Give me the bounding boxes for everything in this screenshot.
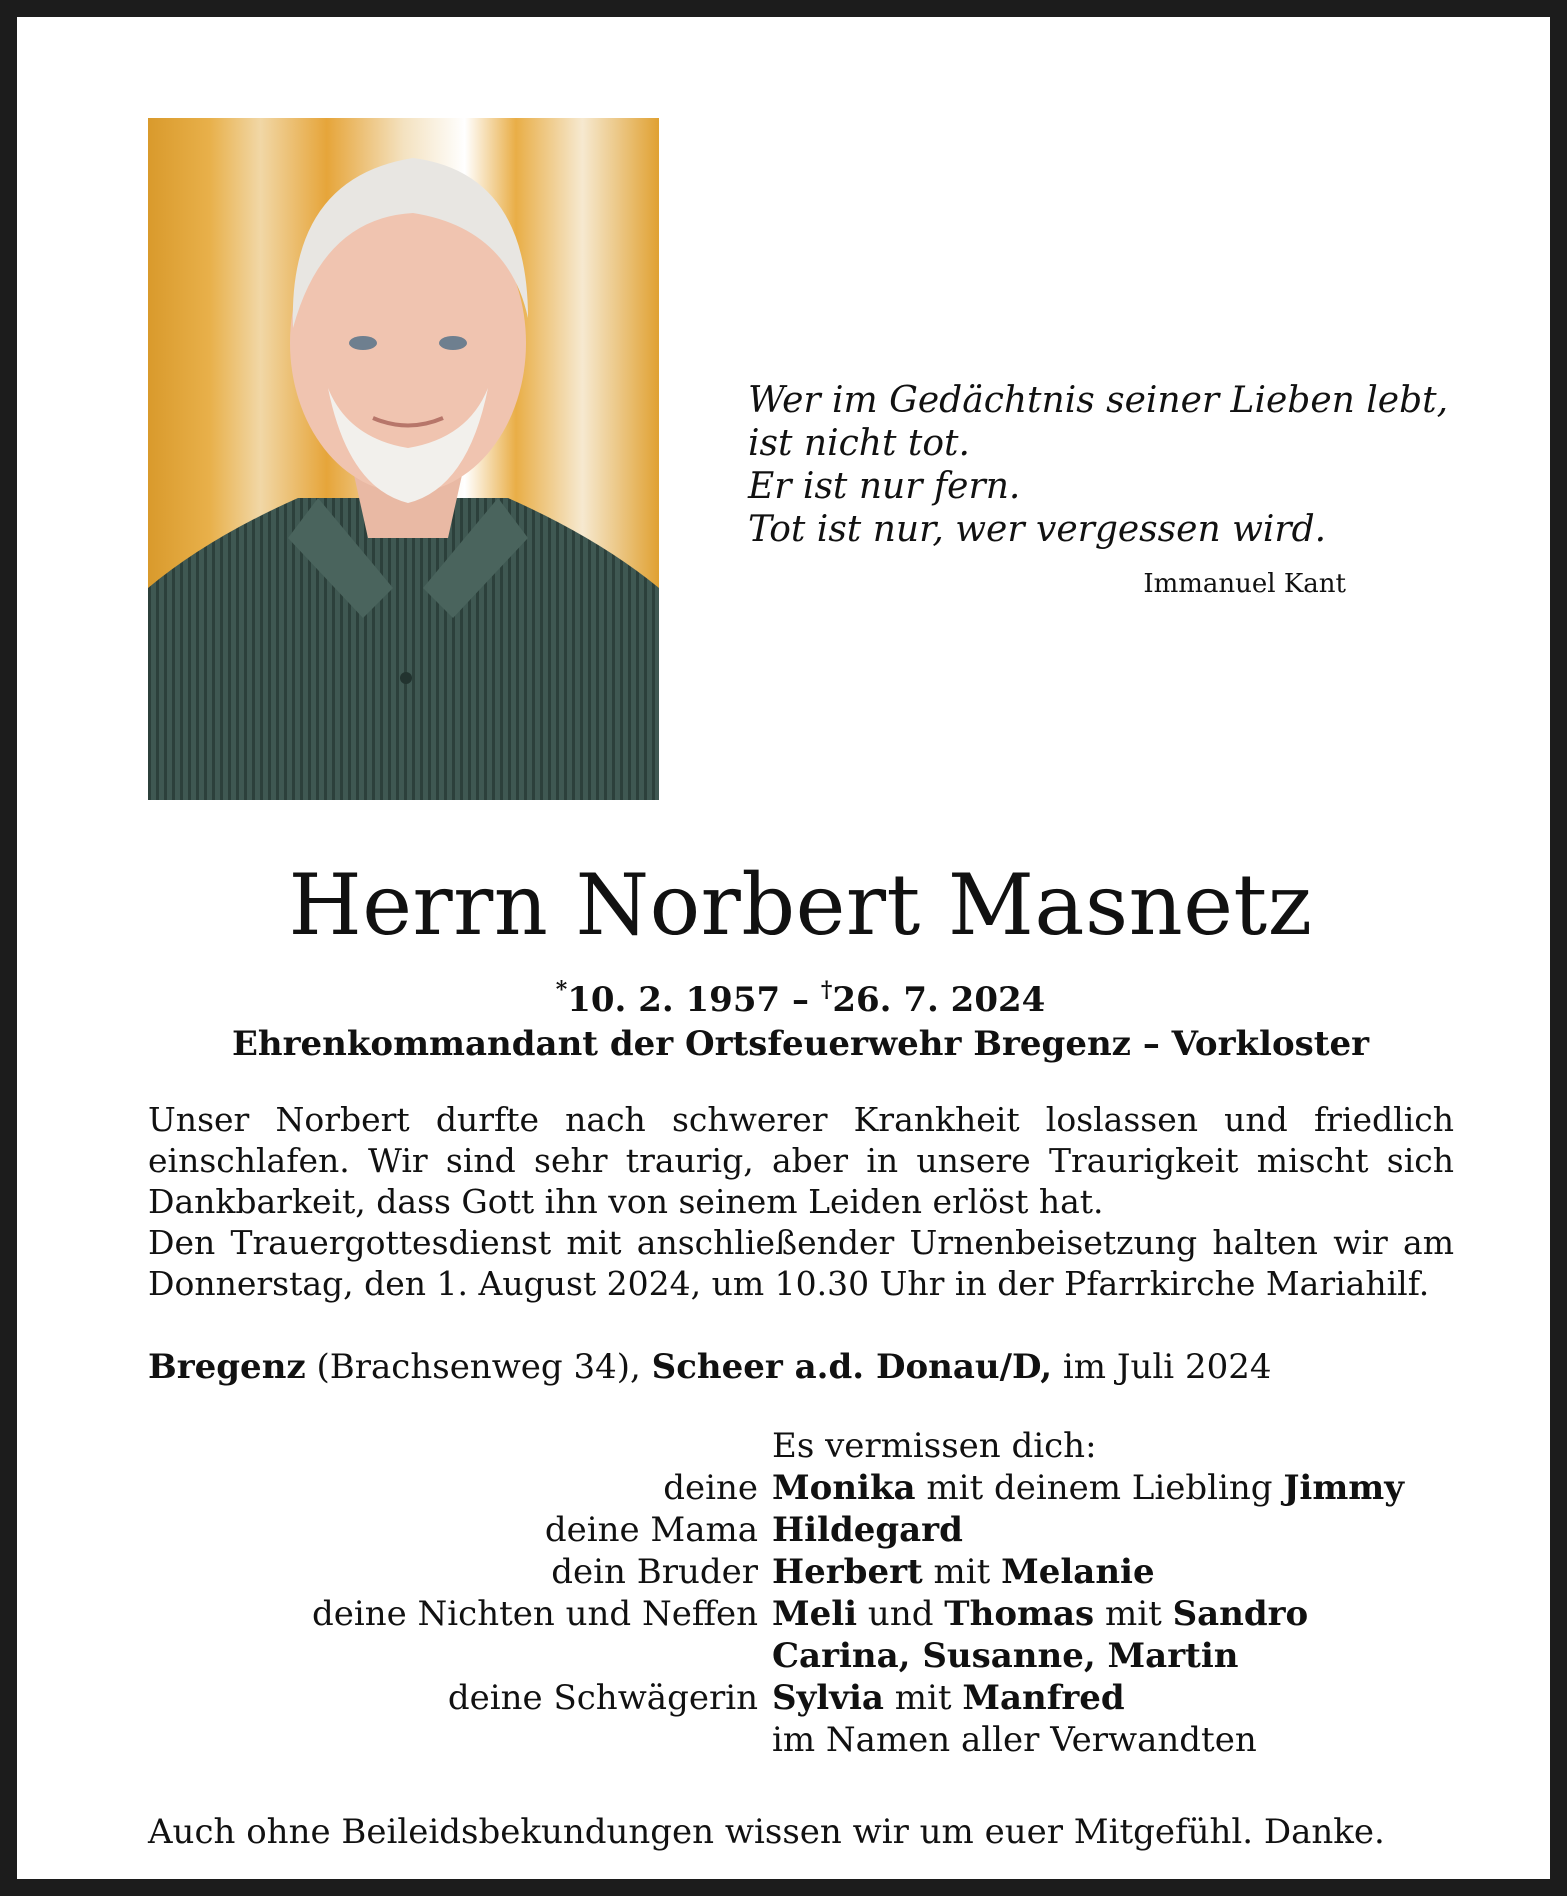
mourner-relation	[148, 1635, 772, 1677]
portrait-illustration	[148, 118, 659, 800]
mourner-name: Sandro	[1172, 1594, 1309, 1634]
date-separator: –	[780, 980, 821, 1020]
mourner-name: Herbert	[772, 1552, 923, 1592]
quote-author: Immanuel Kant	[1143, 569, 1346, 599]
mourner-connector: mit	[922, 1552, 1002, 1592]
mourner-name: Manfred	[962, 1678, 1125, 1718]
quote-line: ist nicht tot.	[748, 423, 970, 464]
mourner-relation: deine Schwägerin	[447, 1678, 758, 1718]
mourner-name: Jimmy	[1283, 1468, 1405, 1508]
deceased-name: Herrn Norbert Masnetz	[288, 856, 1313, 954]
place-city: Scheer a.d. Donau/D,	[651, 1347, 1053, 1387]
mourner-connector: mit	[1094, 1594, 1173, 1634]
place-date: im Juli 2024	[1052, 1347, 1272, 1387]
announcement-text	[148, 1099, 1454, 1304]
place-city: Bregenz	[148, 1347, 306, 1387]
mourner-name: Melanie	[1001, 1552, 1155, 1592]
deceased-role: Ehrenkommandant der Ortsfeuerwehr Bregenz – Vorkloster	[231, 1024, 1370, 1064]
death-symbol: †	[820, 977, 833, 1003]
closing-line: Auch ohne Beileidsbekundungen wissen wir um euer Mitgefühl. Danke.	[148, 1812, 1385, 1852]
mourners-list	[148, 1425, 1454, 1761]
service-paragraph: Den Trauergottesdienst mit anschließender Urnenbeisetzung halten wir am Donnerstag, den 1. August 2024, um 10.30 Uhr in der Pfarrkirche Mariahilf.	[148, 1223, 1454, 1303]
mourners-intro-row	[148, 1425, 1454, 1467]
portrait-photo	[148, 118, 659, 800]
mourners-outro-row	[148, 1719, 1454, 1761]
place-and-date	[148, 1346, 1271, 1388]
mourner-name: Carina, Susanne, Martin	[772, 1636, 1239, 1676]
mourner-name: Meli	[772, 1594, 858, 1634]
mourner-connector: und	[857, 1594, 945, 1634]
mourners-outro: im Namen aller Verwandten	[772, 1720, 1257, 1760]
mourner-name: Thomas	[944, 1594, 1095, 1634]
mourner-relation: deine	[663, 1468, 758, 1508]
birth-symbol: *	[555, 977, 568, 1003]
mourner-row	[148, 1467, 1454, 1509]
mourner-connector: mit	[883, 1678, 963, 1718]
mourner-connector: mit deinem Liebling	[915, 1468, 1284, 1508]
mourners-intro: Es vermissen dich:	[772, 1426, 1097, 1466]
mourner-name: Sylvia	[772, 1678, 884, 1718]
quote-line: Tot ist nur, wer vergessen wird.	[748, 509, 1327, 550]
mourner-row	[148, 1509, 1454, 1551]
mourner-name: Hildegard	[772, 1510, 963, 1550]
mourner-relation: deine Nichten und Neffen	[311, 1594, 758, 1634]
mourner-row	[148, 1635, 1454, 1677]
place-address: (Brachsenweg 34),	[305, 1347, 652, 1387]
death-date: 26. 7. 2024	[832, 980, 1046, 1020]
mourner-relation: dein Bruder	[551, 1552, 758, 1592]
birth-date: 10. 2. 1957	[567, 980, 781, 1020]
mourner-name: Monika	[772, 1468, 916, 1508]
mourner-row	[148, 1551, 1454, 1593]
mourner-relation: deine Mama	[544, 1510, 758, 1550]
life-dates	[17, 979, 1567, 1021]
announcement-paragraph: Unser Norbert durfte nach schwerer Krankheit loslassen und friedlich einschlafen. Wir sind sehr traurig, aber in unsere Traurigkeit mischt sich Dankbarkeit, dass Gott ihn von seinem Leiden erlöst hat.	[148, 1100, 1454, 1221]
quote-line: Er ist nur fern.	[748, 466, 1021, 507]
mourner-row	[148, 1593, 1454, 1635]
mourner-row	[148, 1677, 1454, 1719]
quote-line: Wer im Gedächtnis seiner Lieben lebt,	[748, 380, 1449, 421]
memorial-quote	[748, 379, 1449, 606]
